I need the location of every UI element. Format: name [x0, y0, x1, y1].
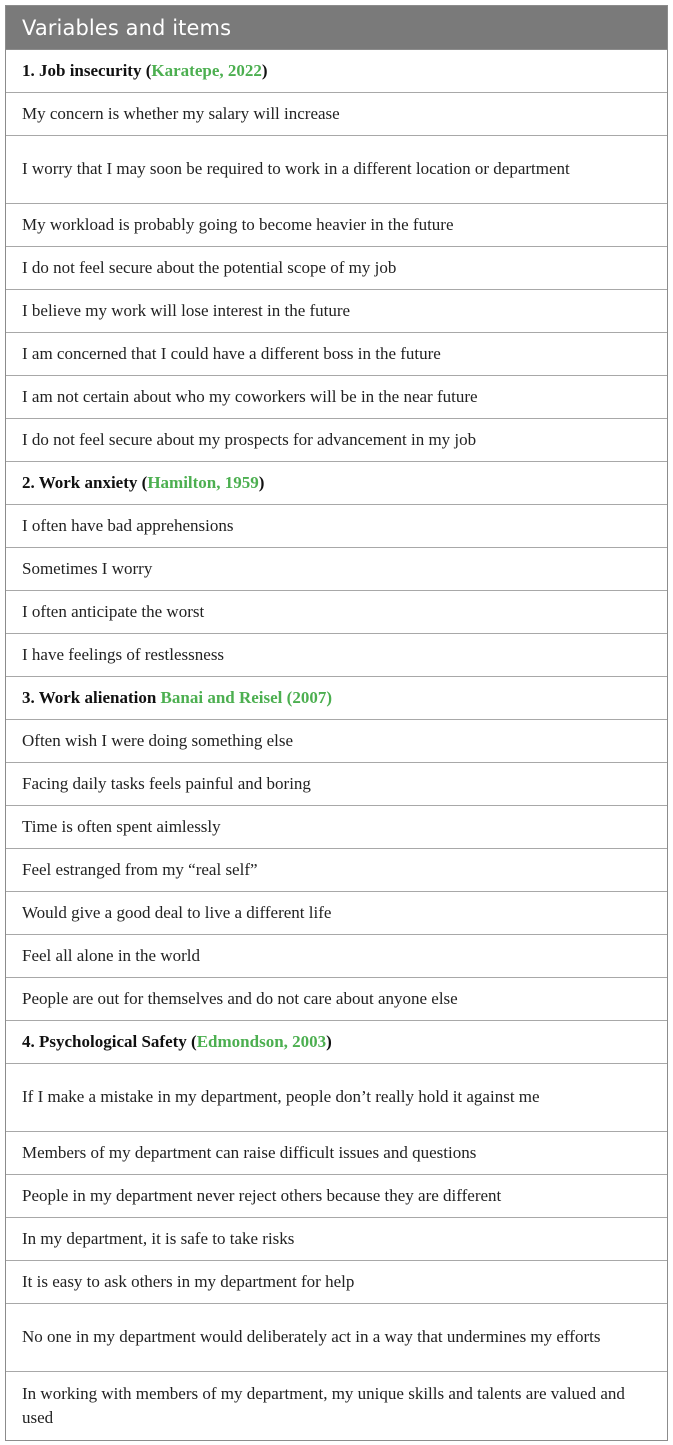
table-row: People in my department never reject others because they are different [6, 1175, 667, 1218]
table-row: People are out for themselves and do not care about anyone else [6, 978, 667, 1021]
table-row: I believe my work will lose interest in the future [6, 290, 667, 333]
table-row: I do not feel secure about my prospects for advancement in my job [6, 419, 667, 462]
table-row: My concern is whether my salary will increase [6, 93, 667, 136]
citation-link[interactable]: Hamilton, 1959 [147, 472, 259, 492]
table-row: I worry that I may soon be required to work in a different location or department [6, 136, 667, 204]
table-row: I often have bad apprehensions [6, 505, 667, 548]
citation-link[interactable]: Banai and Reisel (2007) [160, 687, 332, 707]
table-row: Sometimes I worry [6, 548, 667, 591]
table-row: I often anticipate the worst [6, 591, 667, 634]
section-header-job-insecurity: 1. Job insecurity (Karatepe, 2022) [6, 50, 667, 93]
variables-table [5, 5, 668, 1441]
table-header-label: Variables and items [22, 15, 232, 40]
table-row: My workload is probably going to become heavier in the future [6, 204, 667, 247]
table-row: I am not certain about who my coworkers will be in the near future [6, 376, 667, 419]
citation-link[interactable]: Edmondson, 2003 [196, 1031, 327, 1051]
table-row: In working with members of my department, my unique skills and talents are valued and used [22, 1383, 625, 1427]
table-row: Time is often spent aimlessly [6, 806, 667, 849]
table-row: Would give a good deal to live a different life [6, 892, 667, 935]
section-header-psychological-safety: 4. Psychological Safety (Edmondson, 2003) [6, 1021, 667, 1064]
table-row: Facing daily tasks feels painful and boring [6, 763, 667, 806]
table-row: Often wish I were doing something else [6, 720, 667, 763]
table-row: Members of my department can raise difficult issues and questions [6, 1132, 667, 1175]
table-row: Feel estranged from my “real self” [6, 849, 667, 892]
table-row: In my department, it is safe to take risks [6, 1218, 667, 1261]
table-row: I am concerned that I could have a different boss in the future [6, 333, 667, 376]
table-row: If I make a mistake in my department, people don’t really hold it against me [6, 1064, 667, 1132]
section-header-work-alienation: 3. Work alienation Banai and Reisel (2007) [6, 677, 667, 720]
table-row: I do not feel secure about the potential scope of my job [6, 247, 667, 290]
table-header [6, 6, 667, 50]
citation-link[interactable]: Karatepe, 2022 [151, 60, 262, 80]
table-row: No one in my department would deliberately act in a way that undermines my efforts [6, 1304, 667, 1372]
table-row: I have feelings of restlessness [6, 634, 667, 677]
table-row: It is easy to ask others in my department for help [6, 1261, 667, 1304]
section-header-work-anxiety: 2. Work anxiety (Hamilton, 1959) [6, 462, 667, 505]
table-row: Feel all alone in the world [6, 935, 667, 978]
